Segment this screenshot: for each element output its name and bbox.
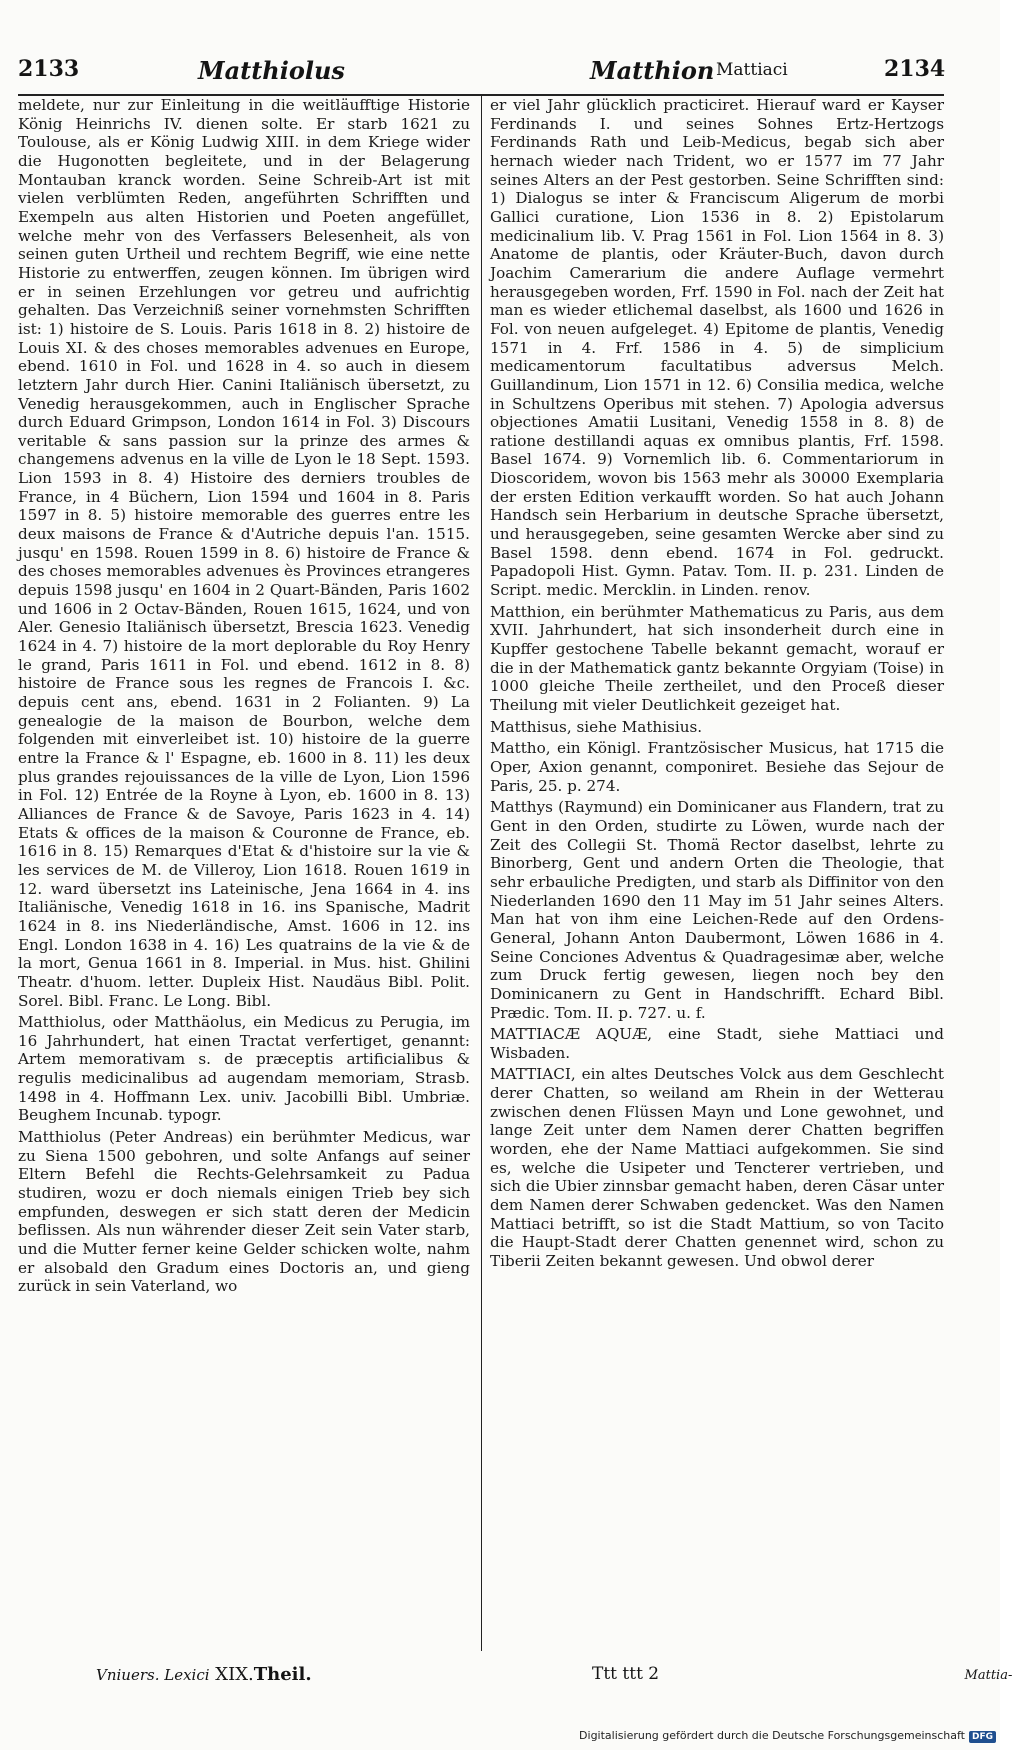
dfg-logo: DFG: [969, 1731, 996, 1743]
entry-mattiacae-aquae: MATTIACÆ AQUÆ, eine Stadt, siehe Mattiaci und Wisbaden.: [490, 1025, 944, 1062]
entry-matthys: Matthys (Raymund) ein Dominicaner aus Flandern, trat zu Gent in den Orden, studirte zu Löwen, wurde nach der Zeit des Collegii St. Thomä Rector daselbst, lehrte zu Binorberg, Gent und andern Orten die Theologie, that sehr erbauliche Predigten, und starb als Diffinitor von den Niederlanden 1690 den 11 May im 51 Jahr seines Alters. Man hat von ihm eine Leichen-Rede auf den Ordens-General, Johann Anton Daubermont, Löwen 1686 in 4. Seine Conciones Adventus & Quadragesimæ aber, welche zum Druck fertig gewesen, liegen noch bey den Dominicanern zu Gent in Handschrifft. Echard Bibl. Prædic. Tom. II. p. 727. u. f.: [490, 798, 944, 1022]
volume-label: Vniuers. Lexici: [96, 1666, 210, 1684]
catchword: Mattia-: [964, 1668, 1012, 1683]
entry-mattho: Mattho, ein Königl. Frantzösischer Musicus, hat 1715 die Oper, Axion genannt, componiret. Besiehe das Sejour de Paris, 25. p. 274.: [490, 739, 944, 795]
part-label: Theil.: [253, 1664, 312, 1685]
right-running-head: Matthion: [590, 56, 715, 85]
right-text-column: [490, 96, 944, 1274]
credit-text: Digitalisierung gefördert durch die Deutsche Forschungsgemeinschaft: [579, 1729, 965, 1742]
right-running-subhead: Mattiaci: [716, 60, 788, 80]
column-divider: [481, 96, 482, 1651]
entry-mattiaci: MATTIACI, ein altes Deutsches Volck aus dem Geschlecht derer Chatten, so weiland am Rhein in der Wetterau zwischen denen Flüssen Mayn und Lone gewohnet, und lange Zeit unter dem Namen derer Chatten begriffen worden, ehe der Name Mattiaci aufgekommen. Sie sind es, welche die Usipeter und Tencterer vertrieben, und sich die Ubier zinnsbar gemacht haben, deren Cäsar unter dem Namen derer Schwaben gedencket. Was den Namen Mattiaci betrifft, so ist die Stadt Mattium, so von Tacito die Haupt-Stadt derer Chatten genennet wird, schon zu Tiberii Zeiten bekannt gewesen. Und obwol derer: [490, 1065, 944, 1271]
entry-matthiolus-peter-andreas: Matthiolus (Peter Andreas) ein berühmter Medicus, war zu Siena 1500 gebohren, und solte Anfangs auf seiner Eltern Befehl die Rechts-Gelehrsamkeit zu Padua studiren, wozu er doch niemals einigen Trieb bey sich empfunden, deswegen er sich statt deren der Medicin beflissen. Als nun währender dieser Zeit sein Vater starb, und die Mutter ferner keine Gelder schicken wolte, nahm er alsobald den Gradum eines Doctoris an, und gieng zurück in sein Vaterland, wo: [18, 1128, 470, 1296]
volume-signature: [96, 1664, 312, 1685]
left-column-number: 2133: [18, 56, 80, 82]
sheet-signature: [592, 1664, 1012, 1684]
entry-matthisus: Matthisus, siehe Mathisius.: [490, 717, 703, 736]
entry-matthiolus-perugia: Matthiolus, oder Matthäolus, ein Medicus zu Perugia, im 16 Jahrhundert, hat einen Tractat verfertiget, genannt: Artem memorativam s. de præceptis artificialibus & regulis medicinalibus ad augendam memoriam, Strasb. 1498 in 4. Hoffmann Lex. univ. Jacobilli Bibl. Umbriæ. Beughem Incunab. typogr.: [18, 1013, 470, 1125]
left-running-head: Matthiolus: [198, 56, 345, 85]
entry-matthiolus-continued: er viel Jahr glücklich practiciret. Hierauf ward er Kayser Ferdinands I. und seines Sohnes Ertz-Hertzogs Ferdinands Rath und Leib-Medicus, begab sich aber hernach wieder nach Trident, wo er 1577 im 77 Jahr seines Alters an der Pest gestorben. Seine Schrifften sind: 1) Dialogus se inter & Franciscum Aligerum de morbi Gallici curatione, Lion 1536 in 8. 2) Epistolarum medicinalium lib. V. Prag 1561 in Fol. Lion 1564 in 8. 3) Anatome de plantis, oder Kräuter-Buch, davon durch Joachim Camerarium die andere Auflage vermehrt herausgegeben worden, Frf. 1590 in Fol. nach der Zeit hat man es wieder etlichemal daselbst, als 1600 und 1626 in Fol. von neuen aufgeleget. 4) Epitome de plantis, Venedig 1571 in 4. Frf. 1586 in 4. 5) de simplicium medicamentorum facultatibus adversus Melch. Guillandinum, Lion 1571 in 12. 6) Consilia medica, welche in Schultzens Operibus mit stehen. 7) Apologia adversus objectiones Amatii Lusitani, Venedig 1558 in 8. 8) de ratione destillandi aquas ex omnibus plantis, Frf. 1598. Basel 1674. 9) Vornemlich lib. 6. Commentariorum in Dioscoridem, wovon bis 1563 mehr als 30000 Exemplaria der ersten Edition verkaufft worden. So hat auch Johann Handsch sein Herbarium in deutsche Sprache übersetzt, und herausgegeben, seine gesamten Wercke aber sind zu Basel 1598. denn ebend. 1674 in Fol. gedruckt. Papadopoli Hist. Gymn. Patav. Tom. II. p. 231. Linden de Script. medic. Mercklin. in Linden. renov.: [490, 96, 944, 600]
digitization-credit: [579, 1729, 996, 1743]
entry-matthieu-continued: meldete, nur zur Einleitung in die weitläufftige Historie König Heinrichs IV. dienen solte. Er starb 1621 zu Toulouse, als er König Ludwig XIII. in dem Kriege wider die Hugonotten begleitete, und in der Belagerung Montauban kranck worden. Seine Schreib-Art ist mit vielen verblümten Reden, angeführten Schrifften und Exempeln aus alten Historien und Poeten angefüllet, welche mehr von des Verfassers Belesenheit, als von seinen guten Urtheil und rechtem Begriff, wie eine nette Historie zu entwerffen, zeugen können. Im übrigen wird er in seinen Erzehlungen vor getreu und aufrichtig gehalten. Das Verzeichniß seiner vornehmsten Schrifften ist: 1) histoire de S. Louis. Paris 1618 in 8. 2) histoire de Louis XI. & des choses memorables advenues en Europe, ebend. 1610 in Fol. und 1628 in 4. so auch in diesem letztern Jahr durch Hier. Canini Italiänisch übersetzt, zu Venedig herausgekommen, auch in Englischer Sprache durch Eduard Grimpson, London 1614 in Fol. 3) Discours veritable & sans passion sur la prinze des armes & changemens advenus en la ville de Lyon le 18 Sept. 1593. Lion 1593 in 8. 4) Histoire des derniers troubles de France, in 4 Büchern, Lion 1594 und 1604 in 8. Paris 1597 in 8. 5) histoire memorable des guerres entre les deux maisons de France & d'Autriche depuis l'an. 1515. jusqu' en 1598. Rouen 1599 in 8. 6) histoire de France & des choses memorables advenues ès Provinces etrangeres depuis 1598 jusqu' en 1604 in 2 Quart-Bänden, Paris 1602 und 1606 in 2 Octav-Bänden, Rouen 1615, 1624, und von Aler. Genesio Italiänisch übersetzt, Brescia 1623. Venedig 1624 in 4. 7) histoire de la mort deplorable du Roy Henry le grand, Paris 1611 in Fol. und ebend. 1612 in 8. 8) histoire de France sous les regnes de Francois I. &c. depuis cent ans, ebend. 1631 in 2 Folianten. 9) La genealogie de la maison de Bourbon, welche dem folgenden mit einverleibet ist. 10) histoire de la guerre entre la France & l' Espagne, eb. 1600 in 8. 11) les deux plus grandes rejouissances de la ville de Lyon, Lion 1596 in Fol. 12) Entrée de la Royne à Lyon, eb. 1600 in 8. 13) Alliances de France & de Savoye, Paris 1623 in 4. 14) Etats & offices de la maison & Couronne de France, eb. 1616 in 8. 15) Remarques d'Etat & d'histoire sur la vie & les services de M. de Villeroy, Lion 1618. Rouen 1619 in 12. ward übersetzt ins Lateinische, Jena 1664 in 4. ins Italiänische, Venedig 1618 in 16. ins Spanische, Madrit 1624 in 8. ins Niederländische, Amst. 1606 in 12. ins Engl. London 1638 in 4. 16) Les quatrains de la vie & de la mort, Genua 1661 in 8. Imperial. in Mus. hist. Ghilini Theatr. d'huom. letter. Dupleix Hist. Naudäus Bibl. Polit. Sorel. Bibl. Franc. Le Long. Bibl.: [18, 96, 470, 1010]
volume-number: XIX.: [215, 1664, 254, 1685]
left-text-column: [18, 96, 470, 1299]
sheet-mark: Ttt ttt 2: [592, 1664, 660, 1684]
entry-matthion: Matthion, ein berühmter Mathematicus zu Paris, aus dem XVII. Jahrhundert, hat sich insonderheit durch eine in Kupffer gestochene Tabelle bekannt gemacht, worauf er die in der Mathematick gantz bekannte Orgyiam (Toise) in 1000 gleiche Theile zertheilet, und den Proceß dieser Theilung mit vieler Deutlichkeit gezeiget hat.: [490, 602, 944, 714]
right-column-number: 2134: [884, 56, 946, 82]
